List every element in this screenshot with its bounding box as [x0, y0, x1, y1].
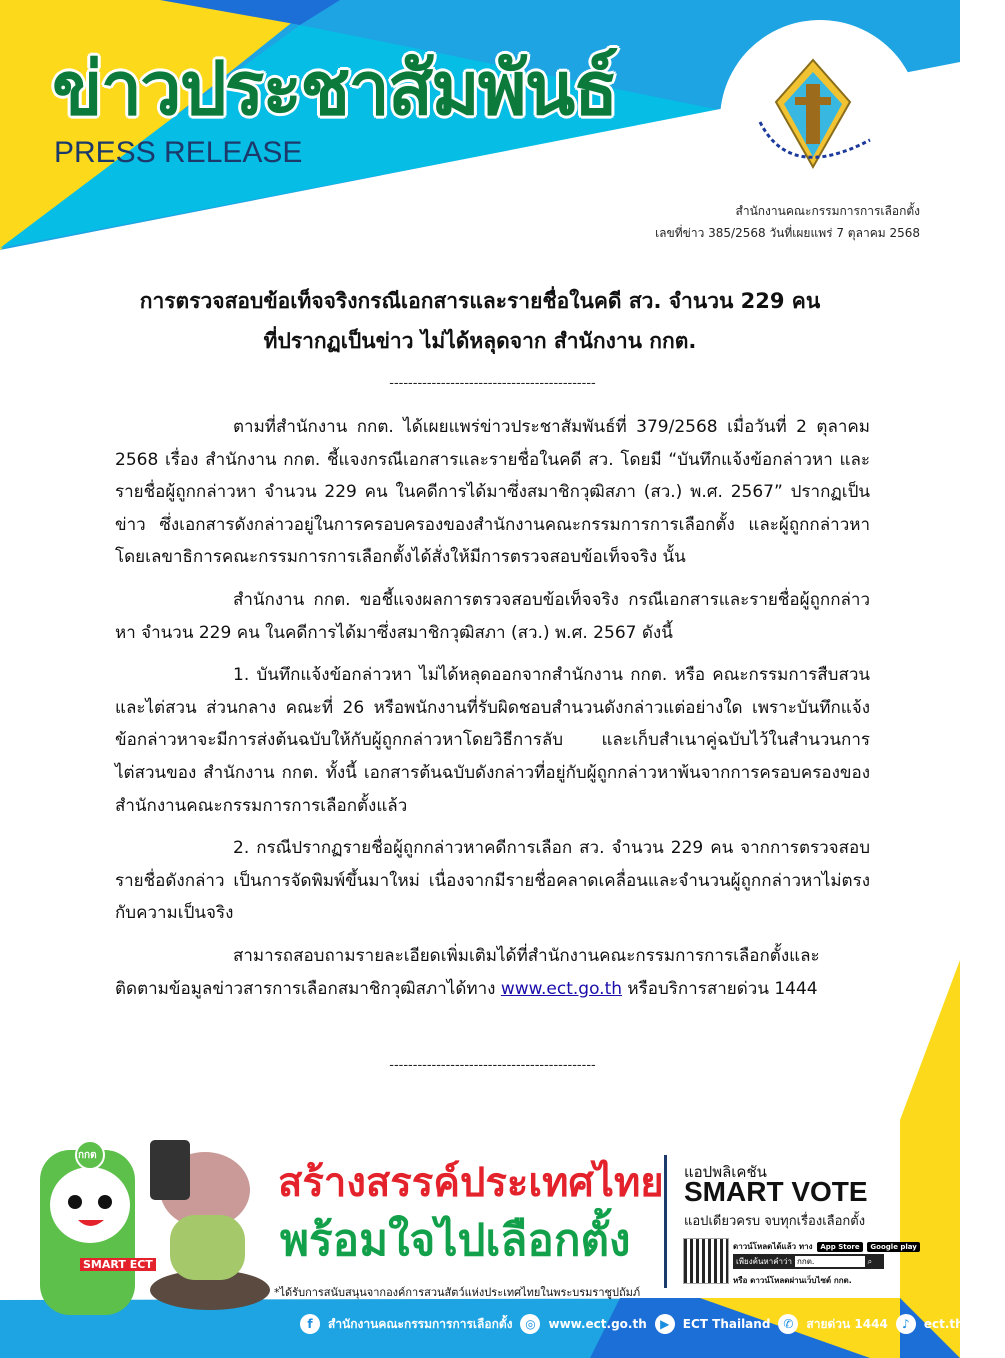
search-value: กกต.: [795, 1256, 865, 1267]
google-play-badge[interactable]: Google play: [867, 1242, 919, 1252]
social-label[interactable]: ect.thailand: [923, 1317, 1005, 1331]
title-line-1: การตรวจสอบข้อเท็จจริงกรณีเอกสารและรายชื่อในคดี สว. จำนวน 229 คน: [139, 289, 821, 313]
mascot-badge: กกต: [78, 1150, 97, 1161]
closing-tail: หรือบริการสายด่วน 1444: [622, 978, 818, 999]
paragraph: 1. บันทึกแจ้งข้อกล่าวหา ไม่ได้หลุดออกจากสำนักงาน กกต. หรือ คณะกรรมการสืบสวนและไต่สวน ส่วนกลาง คณะที่ 26 หรือพนักงานที่รับผิดชอบสำนวนดังกล่าวแต่อย่างใด เพราะบันทึกแจ้งข้อกล่าวหาจะมีการส่งต้นฉบับให้กับผู้ถูกกล่าวหาโดยวิธีการลับ และเก็บสำเนาคู่ฉบับไว้ในสำนวนการไต่สวนของ สำนักงาน กกต. ทั้งนี้ เอกสารต้นฉบับดังกล่าวที่อยู่กับผู้ถูกกล่าวหาพ้นจากการครอบครองของสำนักงานคณะกรรมการการเลือกตั้งแล้ว: [115, 665, 870, 816]
slogan-line-1: สร้างสรรค์ประเทศไทย: [278, 1160, 664, 1206]
app-name: SMART VOTE: [684, 1176, 868, 1207]
document-title: [60, 281, 900, 361]
divider-bottom: --------------------------------------------: [389, 1058, 596, 1073]
phone-icon[interactable]: ✆: [778, 1314, 798, 1334]
social-label[interactable]: ECT Thailand: [682, 1317, 771, 1331]
social-bar: [300, 1313, 1005, 1335]
app-tagline: แอปเดียวครบ จบทุกเรื่องเลือกตั้ง: [684, 1214, 866, 1229]
qr-code[interactable]: [683, 1238, 729, 1284]
social-label[interactable]: www.ect.go.th: [548, 1317, 647, 1331]
paragraph: 2. กรณีปรากฏรายชื่อผู้ถูกกล่าวหาคดีการเลือก สว. จำนวน 229 คน จากการตรวจสอบรายชื่อดังกล่าว เป็นการจัดพิมพ์ขึ้นมาใหม่ เนื่องจากมีรายชื่อคลาดเคลื่อนและจำนวนผู้ถูกกล่าวหาไม่ตรงกับความเป็นจริง: [115, 838, 870, 924]
mascot-label: SMART ECT: [80, 1258, 156, 1271]
org-name: สำนักงานคณะกรรมการการเลือกตั้ง: [735, 204, 920, 218]
support-note: *ได้รับการสนับสนุนจากองค์การสวนสัตว์แห่งประเทศไทยในพระบรมราชูปถัมภ์: [274, 1286, 641, 1299]
slogan-line-2: พร้อมใจไปเลือกตั้ง: [280, 1215, 631, 1266]
app-label: แอปพลิเคชัน: [684, 1163, 767, 1181]
closing-paragraph: [115, 940, 870, 1005]
footer-divider: [664, 1155, 667, 1288]
ect-logo: [720, 22, 920, 197]
release-number-date: เลขที่ข่าว 385/2568 วันที่เผยแพร่ 7 ตุลาคม 2568: [655, 226, 920, 240]
social-label[interactable]: สำนักงานคณะกรรมการการเลือกตั้ง: [328, 1316, 513, 1331]
paragraph: ตามที่สำนักงาน กกต. ได้เผยแพร่ข่าวประชาสัมพันธ์ที่ 379/2568 เมื่อวันที่ 2 ตุลาคม 2568 เรื่อง สำนักงาน กกต. ชี้แจงกรณีเอกสารและรายชื่อในคดี สว. โดยมี “บันทึกแจ้งข้อกล่าวหา และรายชื่อผู้ถูกกล่าวหา จำนวน 229 คน ในคดีการได้มาซึ่งสมาชิกวุฒิสภา (สว.) พ.ศ. 2567” ปรากฏเป็นข่าว ซึ่งเอกสารดังกล่าวอยู่ในการครอบครองของสำนักงานคณะกรรมการการเลือกตั้ง และผู้ถูกกล่าวหา โดยเลขาธิการคณะกรรมการการเลือกตั้งได้สั่งให้มีการตรวจสอบข้อเท็จจริง นั้น: [115, 417, 870, 568]
app-search-hint: [733, 1254, 884, 1269]
mascot-illustration: [40, 1140, 270, 1315]
title-line-2: ที่ปรากฏเป็นข่าว ไม่ได้หลุดจาก สำนักงาน กกต.: [263, 329, 697, 353]
paragraph: สำนักงาน กกต. ขอชี้แจงผลการตรวจสอบข้อเท็จจริง กรณีเอกสารและรายชื่อผู้ถูกกล่าวหา จำนวน 229 คน ในคดีการได้มาซึ่งสมาชิกวุฒิสภา (สว.) พ.ศ. 2567 ดังนี้: [115, 589, 870, 643]
globe-icon[interactable]: ◎: [520, 1314, 540, 1334]
website-link[interactable]: www.ect.go.th: [500, 978, 623, 999]
header-title: ข่าวประชาสัมพันธ์: [52, 46, 617, 132]
document-body: [115, 411, 870, 1015]
download-text: ดาวน์โหลดได้แล้ว ทาง: [733, 1242, 813, 1251]
web-download-text: หรือ ดาวน์โหลดผ่านเว็บไซต์ กกต.: [733, 1276, 852, 1285]
social-label[interactable]: สายด่วน 1444: [806, 1316, 888, 1331]
divider-top: --------------------------------------------: [389, 376, 596, 391]
facebook-icon[interactable]: f: [300, 1314, 320, 1334]
header-subtitle: PRESS RELEASE: [54, 136, 303, 169]
release-info: [655, 200, 920, 244]
tiktok-icon[interactable]: ♪: [896, 1314, 916, 1334]
app-store-badge[interactable]: App Store: [817, 1242, 862, 1252]
youtube-icon[interactable]: ▶: [655, 1314, 675, 1334]
search-icon: ⌕: [867, 1257, 873, 1266]
closing-text: สามารถสอบถามรายละเอียดเพิ่มเติมได้ที่สำนักงานคณะกรรมการการเลือกตั้งและติดตามข้อมูลข่าวสารการเลือกสมาชิกวุฒิสภาได้ทาง: [115, 945, 820, 999]
download-row: [733, 1240, 920, 1253]
search-label: เพียงค้นหาคำว่า: [736, 1257, 793, 1266]
